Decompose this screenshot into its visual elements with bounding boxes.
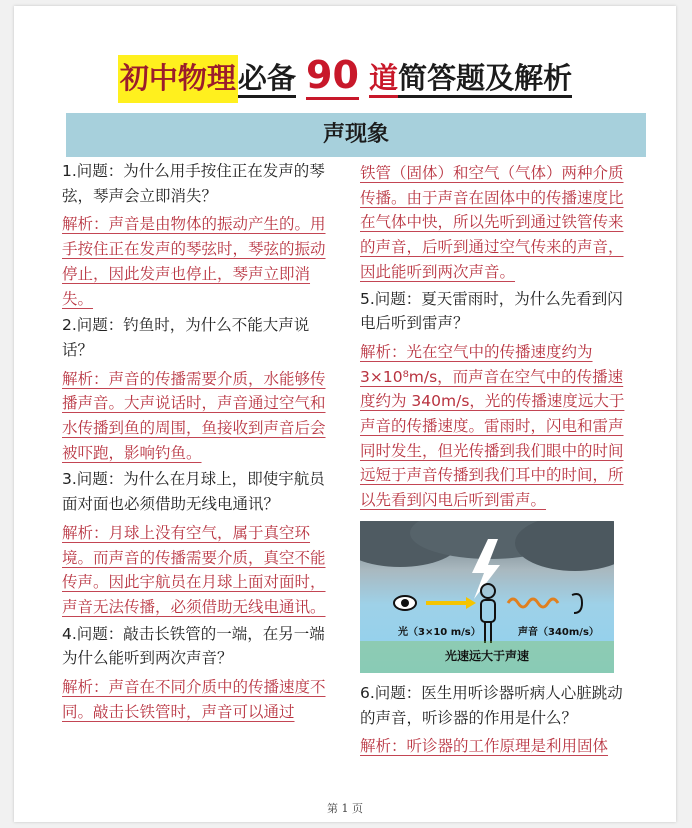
question-text: 3.问题：为什么在月球上，即使宇航员面对面也必须借助无线电通讯？ xyxy=(62,470,325,514)
right-column-top xyxy=(360,161,634,513)
lightning-illustration xyxy=(360,521,614,673)
question-text: 5.问题：夏天雷雨时，为什么先看到闪电后听到雷声？ xyxy=(360,289,623,333)
answer-text: 铁管（固体）和空气（气体）两种介质传播。由于声音在固体中的传播速度比在气体中快，所以先听到通过铁管传来的声音，后听到通过空气传来的声音，因此能听到两次声音。 xyxy=(360,164,624,281)
left-column xyxy=(62,157,336,726)
eye-pupil xyxy=(401,599,409,607)
illustration-caption: 光速远大于声速 xyxy=(444,649,529,664)
light-speed-label: 光（3×10 m/s） xyxy=(398,626,481,638)
answer-text: 解析：听诊器的工作原理是利用固体 xyxy=(360,737,609,756)
answer-text: 解析：光在空气中的传播速度约为 3×10⁸m/s，而声音在空气中的传播速度约为 340m/s，光的传播速度远大于声音的传播速度。雷雨时，闪电和雷声同时发生，但光传播到我们眼中的时间远短于声音传播到我们耳中的时间，所以先看到闪电后听到雷声。 xyxy=(360,342,625,510)
ear-icon xyxy=(572,594,582,613)
question-text: 2.问题：钓鱼时，为什么不能大声说话？ xyxy=(62,316,310,359)
question-text: 1.问题：为什么用手按住正在发声的琴弦，琴声会立即消失？ xyxy=(62,162,325,205)
sound-wave xyxy=(508,599,558,607)
page-title xyxy=(14,50,676,100)
sound-speed-label: 声音（340m/s） xyxy=(518,626,599,638)
title-suffix: 简答题及解析 xyxy=(398,61,572,98)
answer-text: 解析：声音在不同介质中的传播速度不同。敲击长铁管时，声音可以通过 xyxy=(62,678,326,721)
person-body xyxy=(481,600,495,622)
right-column xyxy=(360,157,634,761)
cloud-shape xyxy=(515,521,614,571)
section-heading: 声现象 xyxy=(66,113,646,157)
right-column-bottom xyxy=(360,681,634,759)
title-dao: 道 xyxy=(369,61,398,98)
answer-text: 解析：声音的传播需要介质，水能够传播声音。大声说话时，声音通过空气和水传播到鱼的周围，鱼接收到声音后会被吓跑，影响钓鱼。 xyxy=(62,369,326,462)
title-text: 必备 xyxy=(238,61,296,98)
page-number: 第 1 页 xyxy=(327,802,363,815)
title-highlight: 初中物理 xyxy=(118,55,238,103)
light-arrowhead xyxy=(466,597,476,609)
title-number: 90 xyxy=(306,53,359,100)
person-head xyxy=(481,584,495,598)
document-page xyxy=(14,6,676,822)
question-text: 6.问题：医生用听诊器听病人心脏跳动的声音，听诊器的作用是什么？ xyxy=(360,683,623,727)
answer-text: 解析：月球上没有空气，属于真空环境。而声音的传播需要介质，真空不能传声。因此宇航员在月球上面对面时，声音无法传播，必须借助无线电通讯。 xyxy=(62,523,326,616)
question-text: 4.问题：敲击长铁管的一端，在另一端为什么能听到两次声音？ xyxy=(62,624,325,668)
answer-text: 解析：声音是由物体的振动产生的。用手按住正在发声的琴弦时，琴弦的振动停止，因此发声也停止，琴声立即消失。 xyxy=(62,215,326,308)
